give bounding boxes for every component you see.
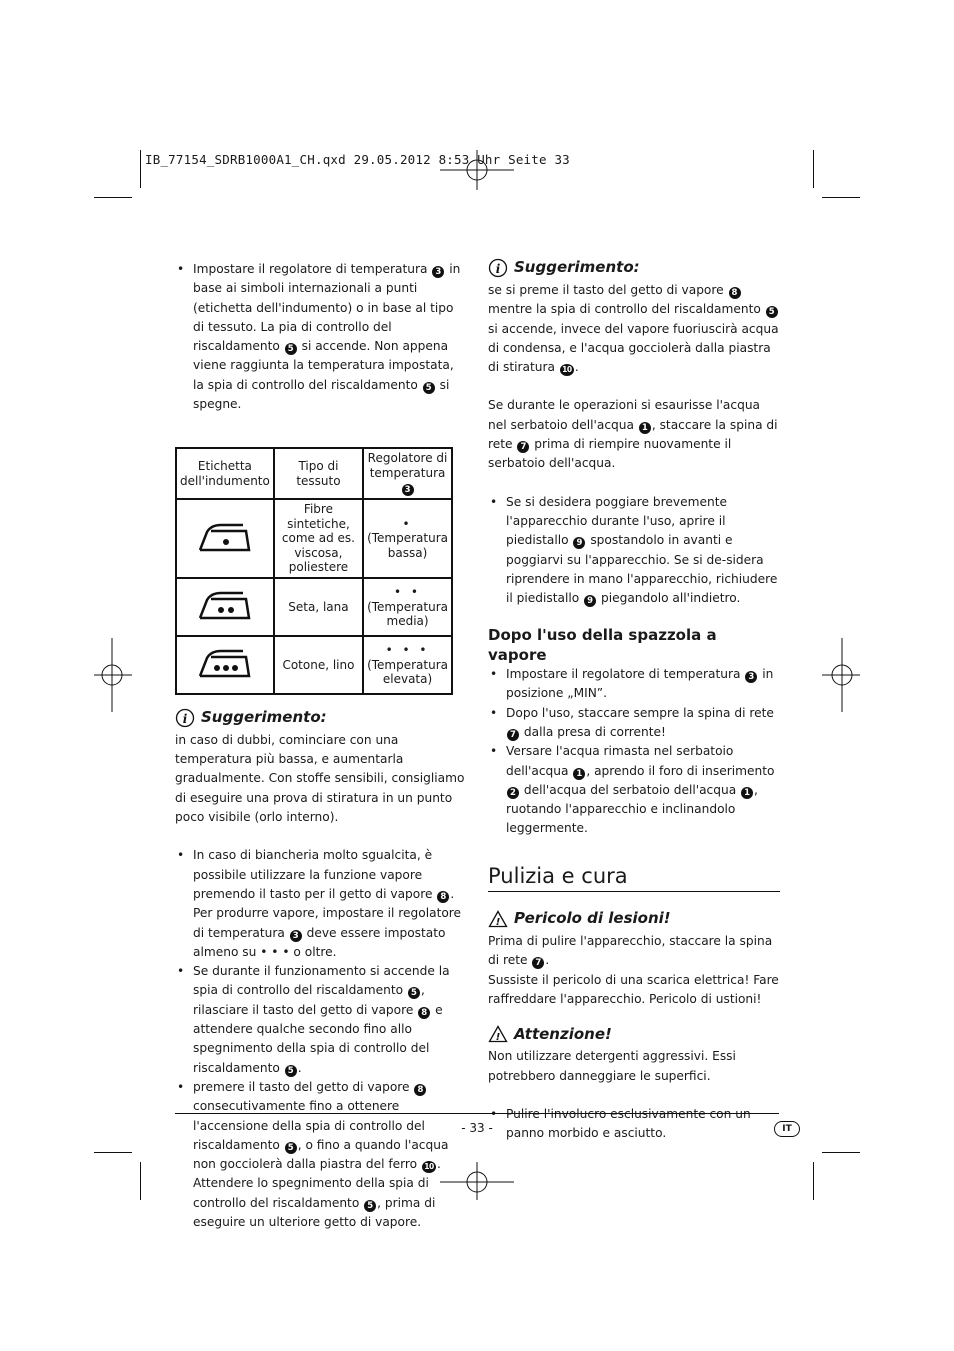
list-item: • Se si desidera poggiare brevemente l'apparecchio durante l'uso, aprire il piedistallo 9 spostandolo in avanti e poggiarvi su l'apparecchio. Se si de-sidera riprendere in mano l'apparecchio, richiudere il piedistallo 9 piegandolo all'indietro. <box>488 493 780 609</box>
callout-number-badge: 5 <box>285 1142 297 1154</box>
callout-number-badge: 7 <box>507 729 519 741</box>
svg-text:!: ! <box>495 917 501 929</box>
callout-number-badge: 1 <box>741 787 753 799</box>
header-regulator: Regolatore di temperatura 3 <box>363 448 452 499</box>
section-title: Pulizia e cura <box>488 863 628 888</box>
header-fabric: Tipo di tessuto <box>274 448 363 499</box>
header-label: Etichetta dell'indumento <box>176 448 274 499</box>
callout-number-badge: 9 <box>584 595 596 607</box>
table-row: Fibre sintetiche, come ad es. viscosa, poliestere • (Temperatura bassa) <box>176 499 452 578</box>
callout-number-badge: 5 <box>285 343 297 355</box>
info-icon <box>175 708 195 728</box>
callout-number-badge: 5 <box>364 1200 376 1212</box>
callout-number-badge: 7 <box>517 441 529 453</box>
callout-number-badge: 5 <box>423 382 435 394</box>
temperature-instruction: • Impostare il regolatore di temperatura 3 in base ai simboli internazionali a punti (etichetta dell'indumento) o in base al tipo di tessuto. La pia di controllo del riscaldamento 5 si accende. Non appena viene raggiunta la temperatura impostata, la spia di controllo del riscaldamento 5 si spegne. <box>175 260 467 414</box>
callout-number-badge: 1 <box>573 768 585 780</box>
table-row: Cotone, lino • • • (Temperatura elevata) <box>176 636 452 694</box>
danger-text: Prima di pulire l'apparecchio, staccare la spina di rete 7 . <box>488 934 773 969</box>
iron-three-dots-icon <box>197 646 253 680</box>
callout-number-badge: 8 <box>729 287 741 299</box>
danger-heading: ! Pericolo di lesioni! <box>488 908 780 930</box>
refill-paragraph: Se durante le operazioni si esaurisse l'acqua nel serbatoio dell'acqua 1 , staccare la spina di rete 7 prima di riempire nuovamente il serbatoio dell'acqua. <box>488 398 778 471</box>
list-item: • premere il tasto del getto di vapore 8 consecutivamente fino a ottenere l'accensione della spia di controllo del riscaldamento 5 , o fino a quando l'acqua non gocciolerà dalla piastra del ferro 10 . Attendere lo spegnimento della spia di controllo del riscaldamento 5 , prima di eseguire un ulteriore getto di vapore. <box>175 1078 467 1232</box>
table-row: Seta, lana • • (Temperatura media) <box>176 578 452 636</box>
file-info-header: IB_77154_SDRB1000A1_CH.qxd 29.05.2012 8:53 Uhr Seite 33 <box>145 152 570 167</box>
warning-icon <box>488 910 508 928</box>
tip-heading: i Suggerimento: <box>488 257 780 279</box>
callout-number-badge: 8 <box>418 1007 430 1019</box>
callout-number-badge: 5 <box>408 987 420 999</box>
svg-text:i: i <box>182 711 188 726</box>
callout-number-badge: 10 <box>560 364 574 376</box>
danger-text-2: Sussiste il pericolo di una scarica elettrica! Fare raffreddare l'apparecchio. Pericolo di ustioni! <box>488 972 779 1006</box>
callout-number-badge: 8 <box>414 1084 426 1096</box>
callout-number-badge: 5 <box>285 1065 297 1077</box>
callout-number-badge: 10 <box>422 1161 436 1173</box>
fabric-temperature-table <box>175 447 453 695</box>
info-icon <box>488 258 508 278</box>
callout-number-badge: 9 <box>573 537 585 549</box>
warning-icon <box>488 1025 508 1043</box>
list-item: • Versare l'acqua rimasta nel serbatoio dell'acqua 1 , aprendo il foro di inserimento 2 dell'acqua del serbatoio dell'acqua 1 , ruotando l'apparecchio e inclinandolo leggermente. <box>488 742 780 838</box>
left-column <box>175 260 467 1232</box>
tip-text: in caso di dubbi, cominciare con una temperatura più bassa, e aumentarla gradualmente. Con stoffe sensibili, consigliamo di eseguire una prova di stiratura in un punto poco visibile (orlo interno). <box>175 732 465 825</box>
callout-number-badge: 7 <box>532 957 544 969</box>
svg-text:!: ! <box>495 1032 501 1044</box>
attention-heading: ! Attenzione! <box>488 1023 780 1045</box>
callout-number-badge: 2 <box>507 787 519 799</box>
callout-number-badge: 5 <box>766 306 778 318</box>
after-use-bullets <box>488 665 780 839</box>
iron-one-dot-icon <box>197 520 253 554</box>
footer-rule <box>175 1113 779 1114</box>
iron-two-dots-icon <box>197 588 253 622</box>
tip-text: se si preme il tasto del getto di vapore 8 mentre la spia di controllo del riscaldamento 5 si accende, invece del vapore fuoriuscirà acqua di condensa, e l'acqua gocciolerà dalla piastra di stiratura 10 . <box>488 283 779 375</box>
right-column <box>488 257 780 1143</box>
steam-bullets <box>175 846 467 1232</box>
after-use-heading: Dopo l'uso della spazzola a vapore <box>488 626 717 664</box>
list-item: • panno morbido e asciutto. <box>488 1105 780 1144</box>
attention-text: Non utilizzare detergenti aggressivi. Essi potrebbero danneggiare le superfici. <box>488 1049 736 1083</box>
callout-number-badge: 3 <box>290 930 302 942</box>
svg-text:i: i <box>495 262 501 276</box>
tip-heading: i Suggerimento: <box>175 707 467 729</box>
callout-number-badge: 3 <box>745 671 757 683</box>
callout-number-badge: 3 <box>432 266 444 278</box>
callout-number-badge: 8 <box>437 891 449 903</box>
list-item: • In caso di biancheria molto sgualcita, è possibile utilizzare la funzione vapore premendo il tasto per il getto di vapore 8 . Per produrre vapore, impostare il regolatore di temperatura 3 deve essere impostato almeno su • • • o oltre. <box>175 846 467 962</box>
list-item: • Impostare il regolatore di temperatura 3 in posizione „MIN”. <box>488 665 780 704</box>
list-item: • Se durante il funzionamento si accende la spia di controllo del riscaldamento 5 , rilasciare il tasto del getto di vapore 8 e attendere qualche secondo fino allo spegnimento della spia di controllo del riscaldamento 5 . <box>175 962 467 1078</box>
page-number: - 33 - <box>461 1121 493 1135</box>
list-item: • Dopo l'uso, staccare sempre la spina di rete 7 dalla presa di corrente! <box>488 704 780 743</box>
callout-number-badge: 1 <box>639 422 651 434</box>
language-badge: IT <box>774 1121 800 1137</box>
